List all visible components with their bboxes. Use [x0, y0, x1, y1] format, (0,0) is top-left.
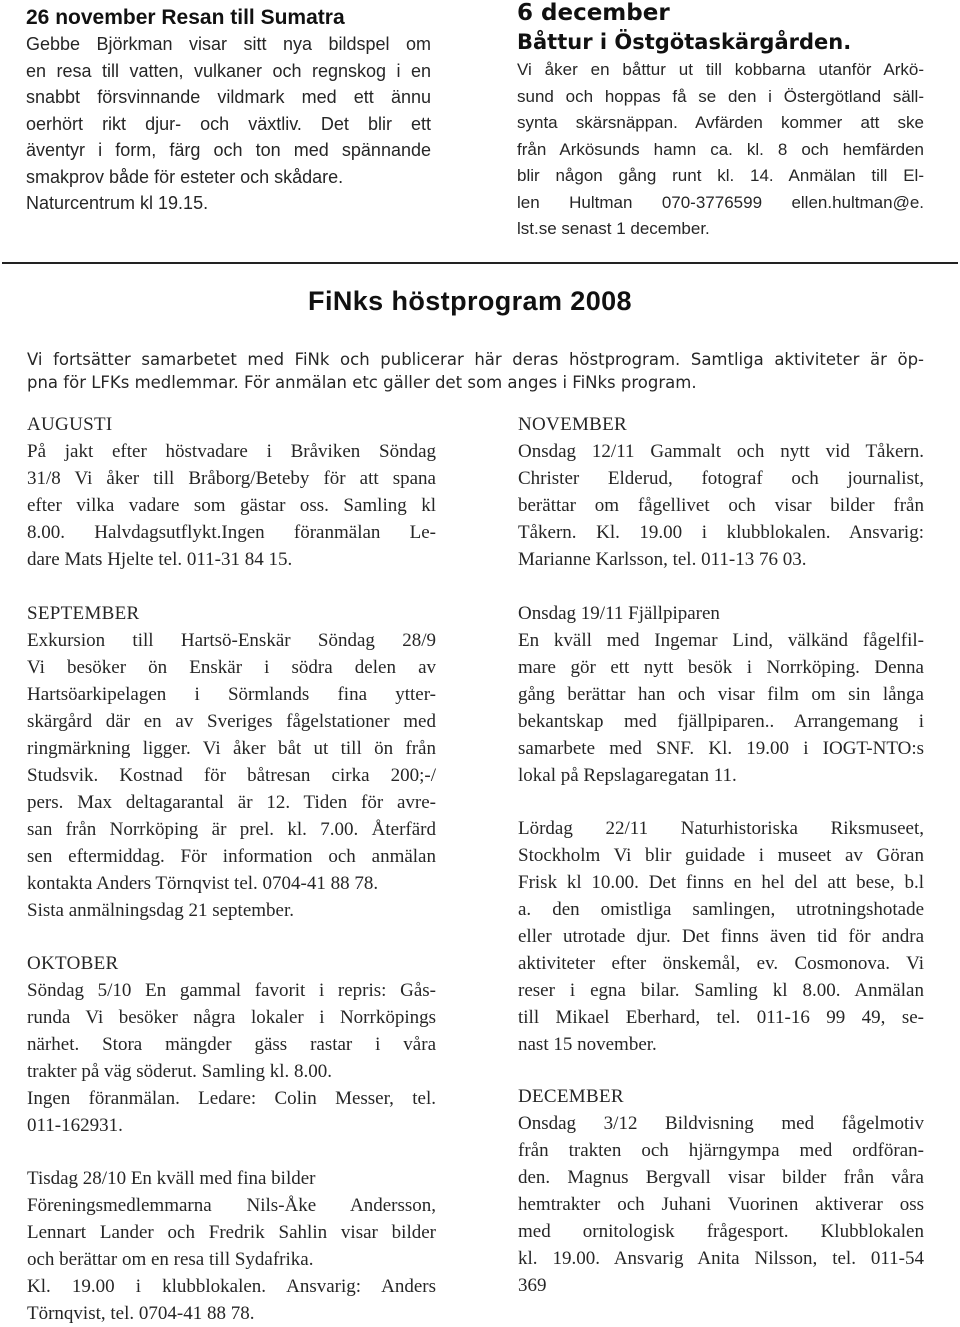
text-line: och berättar om en resa till Sydafrika.: [27, 1249, 314, 1270]
program-september: [27, 600, 436, 924]
text-line: Frisk kl 10.00. Det finns en hel del att bese, b.l: [518, 872, 924, 893]
text-line: med ornitologisk frågesport. Klubblokalen: [518, 1221, 924, 1242]
text-line: Naturcentrum kl 19.15.: [26, 193, 209, 213]
text-line: blir någon gång runt kl. 14. Anmälan till El-: [517, 166, 924, 185]
text-line: Vi besöker ön Enskär i södra delen av: [27, 657, 436, 678]
program-october-tisdag: [27, 1165, 436, 1327]
text-line: Föreningsmedlemmarna Nils-Åke Andersson,: [27, 1195, 436, 1216]
text-line: Lennart Lander och Fredrik Sahlin visar bilder: [27, 1222, 436, 1243]
text-line: efter vilka vadare som gästar oss. Samling kl: [27, 495, 436, 516]
event-heading: 26 november Resan till Sumatra: [26, 6, 345, 29]
text-line: reser i egna bilar. Samling kl 8.00. Anmälan: [518, 980, 924, 1001]
text-line: Christer Elderud, fotograf och journalist,: [518, 468, 924, 489]
text-line: 31/8 Vi åker till Bråborg/Beteby för att spana: [27, 468, 436, 489]
text-line: Vi fortsätter samarbetet med FiNk och publicerar här deras höstprogram. Samtliga aktiviteter är öp-: [27, 350, 924, 369]
text-line: sund och hoppas få se den i Östergötland säll-: [517, 86, 924, 106]
text-line: 8.00. Halvdagsutflykt.Ingen föranmälan Le-: [27, 522, 436, 543]
text-line: till Mikael Eberhard, tel. 011-16 99 49, se-: [518, 1007, 924, 1028]
program-november-fjallpiparen: [518, 600, 924, 789]
text-line: samarbete med SNF. Kl. 19.00 i IOGT-NTO:s: [518, 738, 924, 759]
text-line: nast 15 november.: [518, 1034, 657, 1055]
text-line: Kl. 19.00 i klubblokalen. Ansvarig: Anders: [27, 1276, 436, 1297]
month-heading: OKTOBER: [27, 953, 119, 974]
text-line: Lördag 22/11 Naturhistoriska Riksmuseet,: [518, 818, 924, 839]
text-line: Studsvik. Kostnad för båtresan cirka 200;-/: [27, 765, 436, 786]
event-date: 6 december: [517, 0, 670, 26]
text-line: 011-162931.: [27, 1115, 123, 1136]
text-line: sen eftermiddag. För information och anmälan: [27, 846, 436, 867]
text-line: Ingen föranmälan. Ledare: Colin Messer, tel.: [27, 1088, 436, 1109]
text-line: gång berättar han och visar film om sin långa: [518, 684, 924, 705]
text-line: Stockholm Vi blir guidade i museet av Göran: [518, 845, 924, 866]
text-line: från Arkösunds hamn ca. kl. 8 och hemfärden: [517, 139, 924, 159]
program-november-riksmuseet: [518, 815, 924, 1058]
text-line: ringmärkning ligger. Vi åker båt ut till ön från: [27, 738, 436, 759]
text-line: trakter på väg söderut. Samling kl. 8.00.: [27, 1061, 332, 1082]
text-line: smakprov både för esteter och skådare.: [26, 166, 344, 187]
text-line: kontakta Anders Törnqvist tel. 0704-41 88 78.: [27, 873, 379, 894]
text-line: närhet. Stora mängder gäss rastar i våra: [27, 1034, 436, 1055]
text-line: hemtrakter och Juhani Vuorinen aktiverar oss: [518, 1194, 924, 1215]
text-line: dare Mats Hjelte tel. 011-31 84 15.: [27, 549, 293, 570]
section-divider: [2, 262, 958, 264]
text-line: Marianne Karlsson, tel. 011-13 76 03.: [518, 549, 807, 570]
text-line: pers. Max deltagarantal är 12. Tiden för avre-: [27, 792, 436, 813]
month-heading: DECEMBER: [518, 1086, 624, 1107]
text-line: kl. 19.00. Ansvarig Anita Nilsson, tel. 011-54: [518, 1248, 924, 1269]
text-line: Hartsöarkipelagen i Sörmlands fina ytter-: [27, 684, 436, 705]
text-line: synta skärsnäppan. Avfärden kommer att ske: [517, 113, 924, 132]
month-heading: SEPTEMBER: [27, 603, 140, 624]
text-line: bekantskap med fjällpiparen.. Arrangemang i: [518, 711, 924, 732]
page-title: FiNks höstprogram 2008: [308, 286, 632, 316]
text-line: Onsdag 19/11 Fjällpiparen: [518, 603, 720, 624]
text-line: Tisdag 28/10 En kväll med fina bilder: [27, 1168, 316, 1189]
text-line: snabbt försvinnande vildmark med ett ännu: [26, 87, 431, 107]
event-body: [517, 57, 924, 243]
month-heading: AUGUSTI: [27, 414, 113, 435]
text-line: äventyr i form, färg och ton med spännande: [26, 140, 431, 160]
text-line: oerhört rikt djur- och växtliv. Det blir ett: [26, 113, 431, 134]
text-line: Exkursion till Hartsö-Enskär Söndag 28/9: [27, 630, 436, 651]
text-line: Söndag 5/10 En gammal favorit i repris: Gås-: [27, 980, 436, 1001]
text-line: den. Magnus Bergvall visar bilder från våra: [518, 1167, 924, 1188]
text-line: 369: [518, 1275, 547, 1296]
text-line: eller utrotade djur. Det finns även tid för andra: [518, 926, 924, 947]
text-line: skärgård där en av Sveriges fågelstationer med: [27, 711, 436, 732]
text-line: aktiviteter efter önskemål, ev. Cosmonova. Vi: [518, 953, 924, 974]
text-line: Tåkern. Kl. 19.00 i klubblokalen. Ansvarig:: [518, 522, 924, 543]
month-heading: NOVEMBER: [518, 414, 628, 435]
text-line: a. den omistliga samlingen, utrotningshotade: [518, 899, 924, 920]
text-line: Törnqvist, tel. 0704-41 88 78.: [27, 1303, 255, 1324]
program-october: [27, 950, 436, 1139]
program-december: [518, 1083, 924, 1299]
text-line: från trakten och hjärngympa med ordföran-: [518, 1140, 924, 1161]
event-body: [26, 31, 431, 217]
program-november: [518, 411, 924, 573]
text-line: mare gör ett nytt besök i Norrköping. Denna: [518, 657, 924, 678]
event-sumatra: [26, 4, 431, 217]
text-line: En kväll med Ingemar Lind, välkänd fågelfil-: [518, 630, 924, 651]
text-line: en resa till vatten, vulkaner och regnskog i en: [26, 60, 431, 81]
text-line: Vi åker en båttur ut till kobbarna utanför Arkö-: [517, 60, 924, 79]
text-line: pna för LFKs medlemmar. För anmälan etc gäller det som anges i FiNks program.: [27, 373, 697, 392]
text-line: san från Norrköping är prel. kl. 7.00. Återfärd: [27, 819, 436, 840]
text-line: runda Vi besöker några lokaler i Norrköpings: [27, 1007, 436, 1028]
program-august: [27, 411, 436, 573]
intro-paragraph: [27, 348, 924, 394]
event-heading: Båttur i Östgötaskärgården.: [517, 30, 852, 54]
text-line: Gebbe Björkman visar sitt nya bildspel om: [26, 34, 431, 54]
text-line: Sista anmälningsdag 21 september.: [27, 900, 295, 921]
text-line: lokal på Repslagaregatan 11.: [518, 765, 737, 786]
text-line: Onsdag 12/11 Gammalt och nytt vid Tåkern.: [518, 441, 924, 462]
text-line: lst.se senast 1 december.: [517, 219, 710, 238]
event-battur: [517, 0, 924, 243]
text-line: berättar om fågellivet och visar bilder från: [518, 495, 924, 516]
text-line: len Hultman 070-3776599 ellen.hultman@e.: [517, 192, 924, 212]
text-line: Onsdag 3/12 Bildvisning med fågelmotiv: [518, 1113, 924, 1134]
text-line: På jakt efter höstvadare i Bråviken Söndag: [27, 441, 436, 462]
